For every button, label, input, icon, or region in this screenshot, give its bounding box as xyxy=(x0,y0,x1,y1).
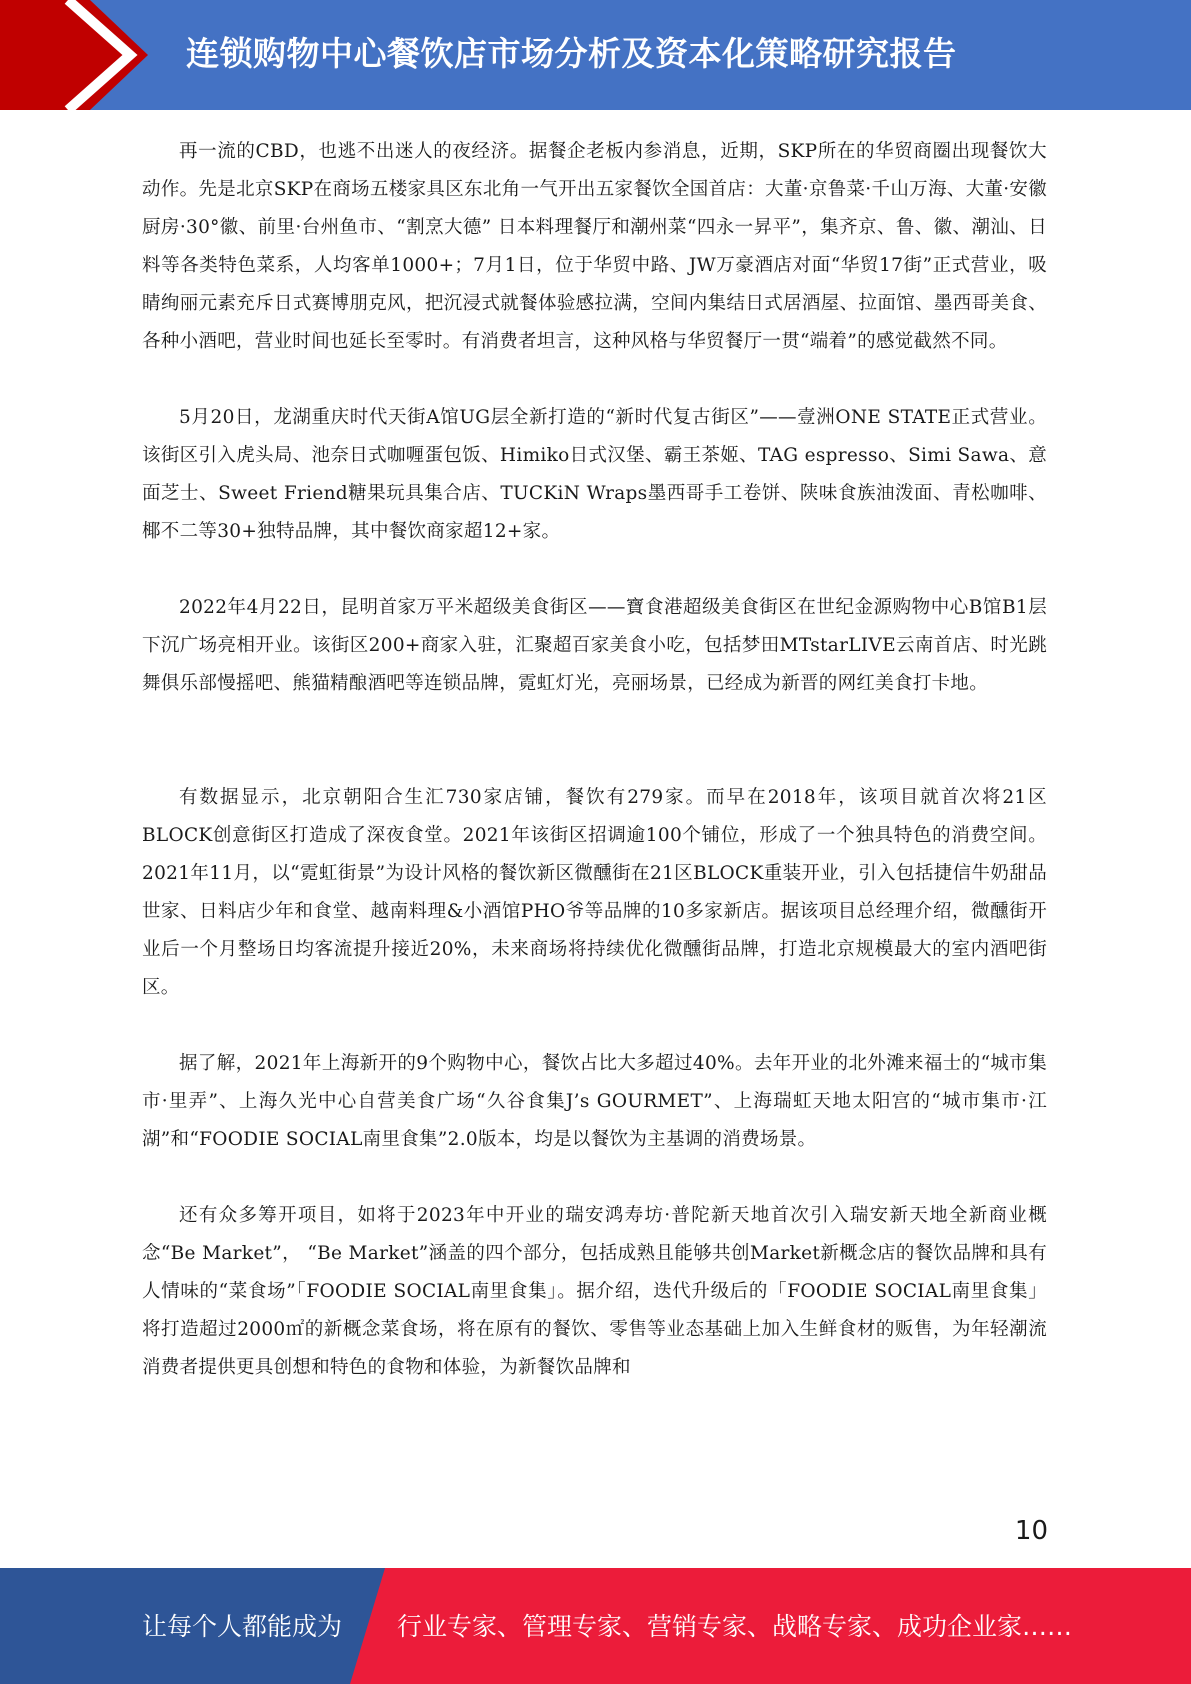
paragraph: 5月20日，龙湖重庆时代天街A馆UG层全新打造的“新时代复古街区”——壹洲ONE STATE正式营业。该街区引入虎头局、池奈日式咖喱蛋包饭、Himiko日式汉堡、霸王茶姬、TAG espresso、Simi Sawa、意面芝士、Sweet Friend糖果玩具集合店、TUCKiN Wraps墨西哥手工卷饼、陕味食族油泼面、青松咖啡、椰不二等30+独特品牌，其中餐饮商家超12+家。 xyxy=(142,407,1047,542)
page-number: 10 xyxy=(1014,1516,1048,1546)
paragraph: 再一流的CBD，也逃不出迷人的夜经济。据餐企老板内参消息，近期，SKP所在的华贸商圈出现餐饮大动作。先是北京SKP在商场五楼家具区东北角一气开出五家餐饮全国首店：大董·京鲁菜·千山万海、大董·安徽厨房·30°徽、前里·台州鱼市、“割烹大德” 日本料理餐厅和潮州菜“四永一昇平”，集齐京、鲁、徽、潮汕、日料等各类特色菜系，人均客单1000+；7月1日，位于华贸中路、JW万豪酒店对面“华贸17街”正式营业，吸睛绚丽元素充斥日式赛博朋克风，把沉浸式就餐体验感拉满，空间内集结日式居酒屋、拉面馆、墨西哥美食、各种小酒吧，营业时间也延长至零时。有消费者坦言，这种风格与华贸餐厅一贯“端着”的感觉截然不同。 xyxy=(142,141,1047,352)
paragraph: 2022年4月22日，昆明首家万平米超级美食街区——寶食港超级美食街区在世纪金源购物中心B馆B1层下沉广场亮相开业。该街区200+商家入驻，汇聚超百家美食小吃，包括梦田MTstarLIVE云南首店、时光跳舞俱乐部慢摇吧、熊猫精酿酒吧等连锁品牌，霓虹灯光，亮丽场景，已经成为新晋的网红美食打卡地。 xyxy=(142,597,1047,694)
page-header xyxy=(0,0,1191,110)
footer-slogan-left: 让每个人都能成为 xyxy=(142,1612,343,1641)
paragraph: 有数据显示，北京朝阳合生汇730家店铺，餐饮有279家。而早在2018年，该项目就首次将21区BLOCK创意街区打造成了深夜食堂。2021年该街区招调逾100个铺位，形成了一个独具特色的消费空间。2021年11月，以“霓虹街景”为设计风格的餐饮新区微醺街在21区BLOCK重装开业，引入包括捷信牛奶甜品世家、日料店少年和食堂、越南料理&小酒馆PHO爷等品牌的10多家新店。据该项目总经理介绍，微醺街开业后一个月整场日均客流提升接近20%，未来商场将持续优化微醺街品牌，打造北京规模最大的室内酒吧街区。 xyxy=(142,787,1047,998)
paragraph: 据了解，2021年上海新开的9个购物中心，餐饮占比大多超过40%。去年开业的北外滩来福士的“城市集市·里弄”、上海久光中心自营美食广场“久谷食集J’s GOURMET”、上海瑞虹天地太阳宫的“城市集市·江湖”和“FOODIE SOCIAL南里食集”2.0版本，均是以餐饮为主基调的消费场景。 xyxy=(142,1053,1047,1150)
page-footer xyxy=(0,1568,1191,1684)
paragraph: 还有众多筹开项目，如将于2023年中开业的瑞安鸿寿坊·普陀新天地首次引入瑞安新天地全新商业概念“Be Market”， “Be Market”涵盖的四个部分，包括成熟且能够共创Market新概念店的餐饮品牌和具有人情味的“菜食场”「FOODIE SOCIAL南里食集」。据介绍，迭代升级后的「FOODIE SOCIAL南里食集」将打造超过2000㎡的新概念菜食场，将在原有的餐饮、零售等业态基础上加入生鲜食材的贩售，为年轻潮流消费者提供更具创想和特色的食物和体验，为新餐饮品牌和 xyxy=(142,1205,1047,1378)
footer-slogan-right: 行业专家、管理专家、营销专家、战略专家、成功企业家…… xyxy=(397,1612,1073,1641)
article-body xyxy=(142,133,1047,1387)
header-red-arrow-shape xyxy=(0,0,150,110)
report-title: 连锁购物中心餐饮店市场分析及资本化策略研究报告 xyxy=(186,34,957,73)
